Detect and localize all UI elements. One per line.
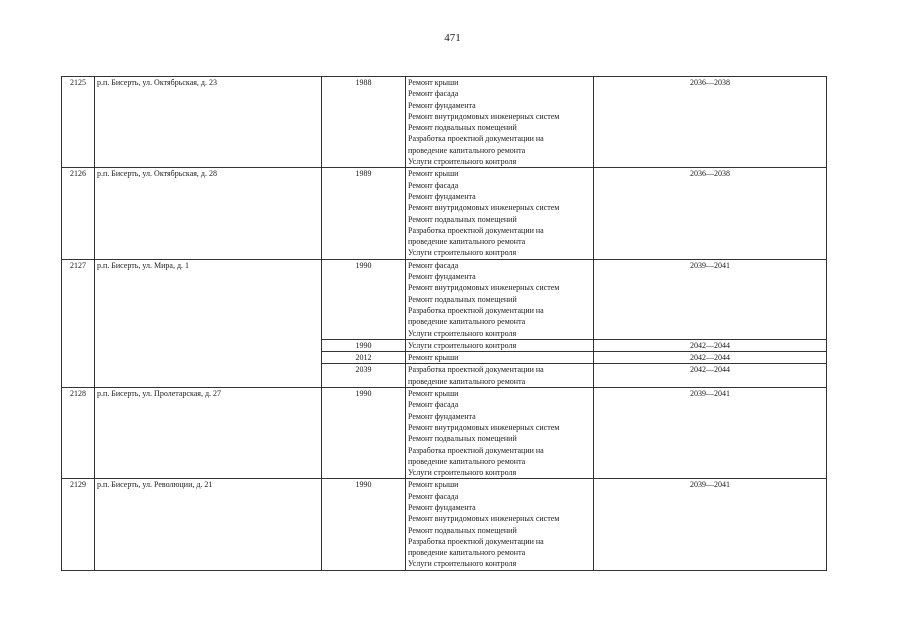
works-cell [406,259,594,339]
work-item: Ремонт фундамента [408,502,476,512]
table-row [62,388,827,479]
address-cell: р.п. Бисерть, ул. Революции, д. 21 [95,479,322,570]
table-row [62,259,827,339]
work-item: Ремонт подвальных помещений [408,294,517,304]
work-item: проведение капитального ремонта [408,317,526,327]
work-item: Ремонт подвальных помещений [408,123,517,133]
table-row [62,168,827,259]
work-item: Ремонт фасада [408,89,459,99]
work-item: Разработка проектной документации на [408,305,544,315]
work-item: Услуги строительного контроля [408,248,517,258]
page-number: 471 [444,32,461,44]
works-cell [406,479,594,570]
year-cell: 1990 [322,388,406,479]
work-item: Ремонт фундамента [408,191,476,201]
year-cell: 1990 [322,479,406,570]
row-number-cell: 2128 [62,388,95,479]
year-cell: 2039 [322,364,406,388]
work-item: Ремонт фасада [408,260,459,270]
address-cell: р.п. Бисерть, ул. Октябрьская, д. 23 [95,77,322,168]
work-item: Ремонт подвальных помещений [408,214,517,224]
works-cell [406,352,594,364]
work-item: Ремонт подвальных помещений [408,434,517,444]
work-item: Разработка проектной документации на [408,536,544,546]
year-cell: 1990 [322,259,406,339]
work-item: проведение капитального ремонта [408,548,526,558]
year-cell: 2012 [322,352,406,364]
table-row [62,77,827,168]
work-item: Ремонт внутридомовых инженерных систем [408,203,560,213]
table-row [62,479,827,570]
address-cell: р.п. Бисерть, ул. Пролетарская, д. 27 [95,388,322,479]
work-item: Услуги строительного контроля [408,328,517,338]
work-item: Ремонт фасада [408,180,459,190]
address-cell: р.п. Бисерть, ул. Мира, д. 1 [95,259,322,387]
work-item: Ремонт крыши [408,389,459,399]
work-item: Ремонт фундамента [408,411,476,421]
work-item: Ремонт фасада [408,400,459,410]
work-item: Ремонт фасада [408,491,459,501]
work-item: Услуги строительного контроля [408,157,517,167]
row-number-cell: 2127 [62,259,95,387]
work-item: Услуги строительного контроля [408,559,517,569]
period-cell: 2039—2041 [594,259,827,339]
period-cell: 2039—2041 [594,388,827,479]
work-item: Разработка проектной документации на [408,365,544,375]
work-item: Ремонт крыши [408,480,459,490]
works-cell [406,77,594,168]
works-cell [406,168,594,259]
period-cell: 2039—2041 [594,479,827,570]
row-number-cell: 2125 [62,77,95,168]
period-cell: 2042—2044 [594,339,827,351]
work-item: Разработка проектной документации на [408,225,544,235]
work-item: проведение капитального ремонта [408,145,526,155]
period-cell: 2036—2038 [594,168,827,259]
period-cell: 2036—2038 [594,77,827,168]
period-cell: 2042—2044 [594,364,827,388]
work-item: Услуги строительного контроля [408,468,517,478]
works-cell [406,339,594,351]
work-item: Ремонт внутридомовых инженерных систем [408,422,560,432]
year-cell: 1988 [322,77,406,168]
works-cell [406,364,594,388]
work-item: Разработка проектной документации на [408,445,544,455]
work-item: Ремонт фундамента [408,272,476,282]
work-item: Ремонт крыши [408,78,459,87]
address-cell: р.п. Бисерть, ул. Октябрьская, д. 28 [95,168,322,259]
work-item: Ремонт внутридомовых инженерных систем [408,283,560,293]
year-cell: 1989 [322,168,406,259]
row-number-cell: 2129 [62,479,95,570]
work-item: проведение капитального ремонта [408,237,526,247]
works-cell [406,388,594,479]
work-item: проведение капитального ремонта [408,376,526,386]
work-item: Ремонт фундамента [408,100,476,110]
row-number-cell: 2126 [62,168,95,259]
period-cell: 2042—2044 [594,352,827,364]
work-item: Ремонт внутридомовых инженерных систем [408,111,560,121]
work-item: Разработка проектной документации на [408,134,544,144]
work-item: Ремонт крыши [408,353,459,363]
schedule-body [62,77,827,571]
work-item: Ремонт внутридомовых инженерных систем [408,514,560,524]
repair-schedule-table [61,76,827,571]
year-cell: 1990 [322,339,406,351]
work-item: Услуги строительного контроля [408,340,517,350]
work-item: Ремонт крыши [408,169,459,179]
work-item: Ремонт подвальных помещений [408,525,517,535]
work-item: проведение капитального ремонта [408,456,526,466]
